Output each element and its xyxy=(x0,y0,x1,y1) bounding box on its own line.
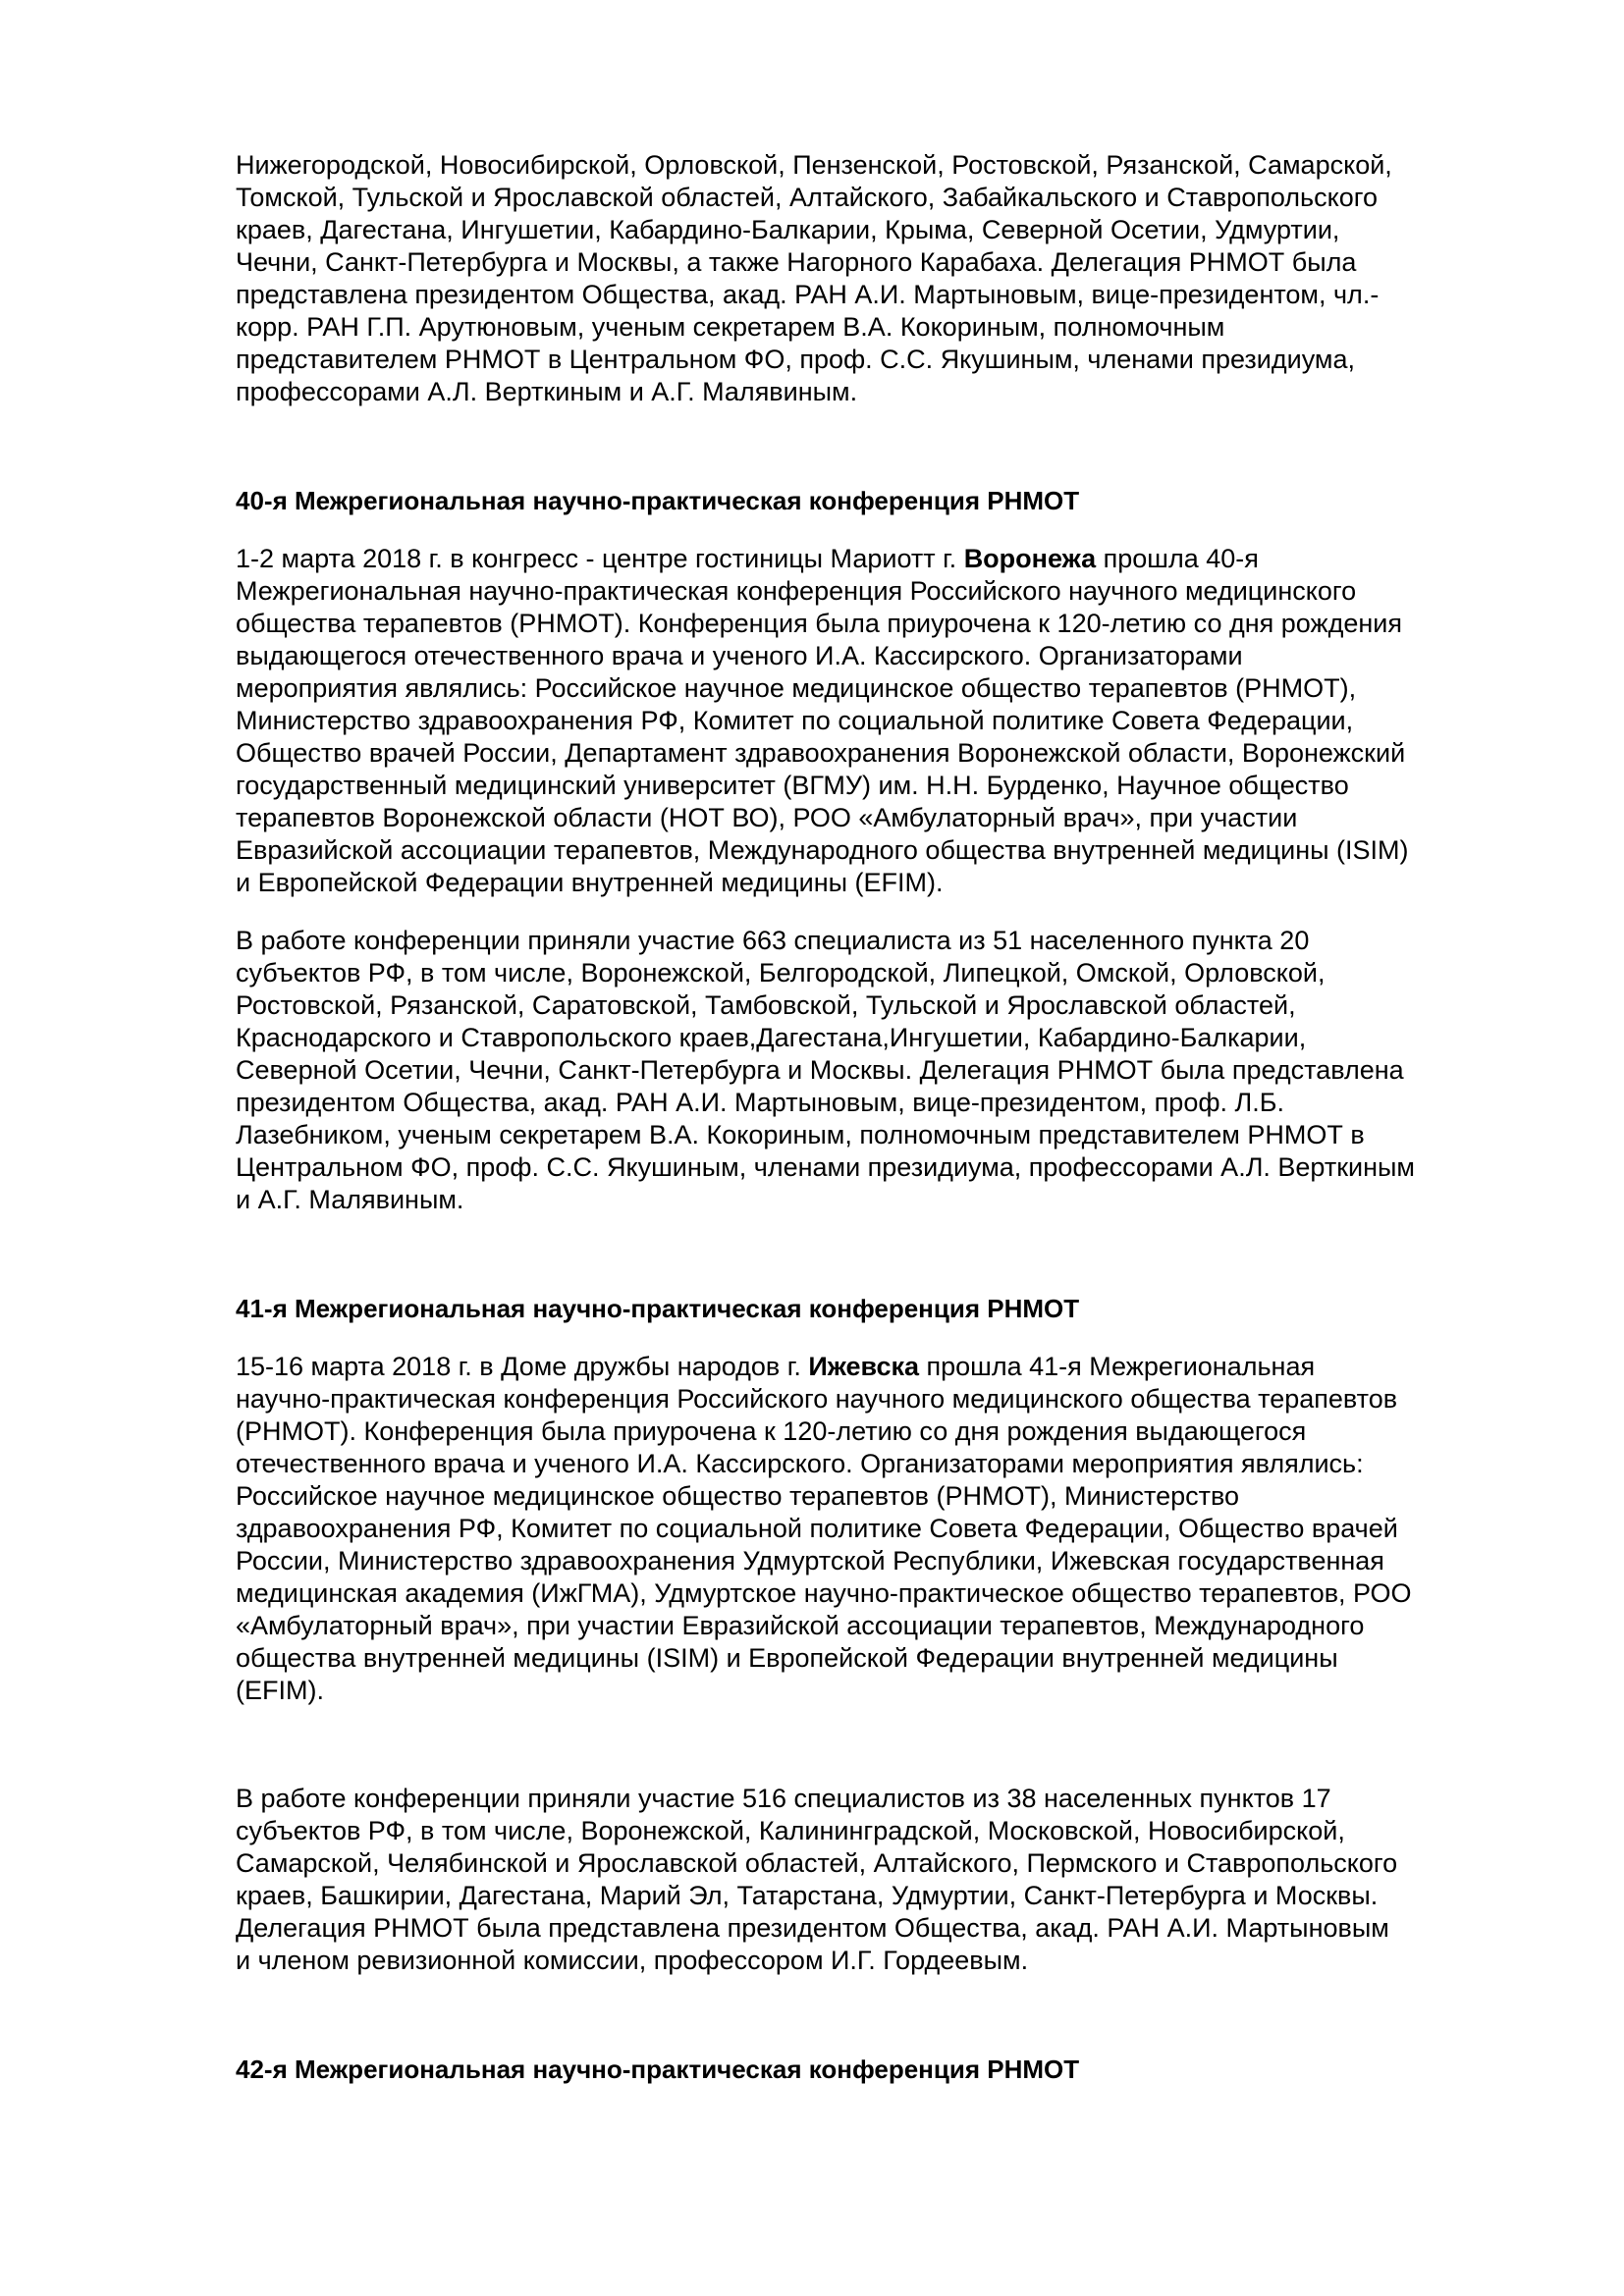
document-page xyxy=(236,149,1542,2086)
conference-42-heading: 42-я Межрегиональная научно-практическая конференция РНМОТ xyxy=(236,2055,1080,2084)
conference-41-heading: 41-я Межрегиональная научно-практическая конференция РНМОТ xyxy=(236,1294,1080,1323)
conference-40-paragraph-1 xyxy=(236,543,1542,899)
conference-40-heading: 40-я Межрегиональная научно-практическая конференция РНМОТ xyxy=(236,486,1080,515)
conference-41-city: Ижевска xyxy=(808,1352,920,1381)
conference-41-paragraph-1 xyxy=(236,1351,1542,1707)
conference-40-paragraph-2: В работе конференции приняли участие 663 специалиста из 51 населенного пункта 20 субъектов РФ, в том числе, Воронежской, Белгородской, Липецкой, Омской, Орловской, Ростовской, Рязанской, Саратовской, Тамбовской, Тульской и Ярославской областей, Краснодарского и Ставропольского краев,Дагестана,Ингушетии, Кабардино-Балкарии, Северной Осетии, Чечни, Санкт-Петербурга и Москвы. Делегация РНМОТ была представлена президентом Общества, акад. РАН А.И. Мартыновым, вице-президентом, проф. Л.Б. Лазебником, ученым секретарем В.А. Кокориным, полномочным представителем РНМОТ в Центральном ФО, проф. С.С. Якушиным, членами президиума, профессорами А.Л. Верткиным и А.Г. Малявиным. xyxy=(236,926,1415,1214)
intro-paragraph: Нижегородской, Новосибирской, Орловской, Пензенской, Ростовской, Рязанской, Самарской, Томской, Тульской и Ярославской областей, Алтайского, Забайкальского и Ставропольского краев, Дагестана, Ингушетии, Кабардино-Балкарии, Крыма, Северной Осетии, Удмуртии, Чечни, Санкт-Петербурга и Москвы, а также Нагорного Карабаха. Делегация РНМОТ была представлена президентом Общества, акад. РАН А.И. Мартыновым, вице-президентом, чл.- корр. РАН Г.П. Арутюновым, ученым секретарем В.А. Кокориным, полномочным представителем РНМОТ в Центральном ФО, проф. С.С. Якушиным, членами президиума, профессорами А.Л. Верткиным и А.Г. Малявиным. xyxy=(236,150,1392,406)
conference-41-p1-rest: прошла 41-я Межрегиональная научно-практическая конференция Российского научного медицинского общества терапевтов (РНМОТ). Конференция была приурочена к 120-летию со дня рождения выдающегося отечественного врача и ученого И.А. Кассирского. Организаторами мероприятия являлись: Российское научное медицинское общество терапевтов (РНМОТ), Министерство здравоохранения РФ, Комитет по социальной политике Совета Федерации, Общество врачей России, Министерство здравоохранения Удмуртской Республики, Ижевская государственная медицинская академия (ИжГМА), Удмуртское научно-практическое общество терапевтов, РОО «Амбулаторный врач», при участии Евразийской ассоциации терапевтов, Международного общества внутренней медицины (ISIM) и Европейской Федерации внутренней медицины (EFIM). xyxy=(236,1352,1412,1705)
conference-40-city: Воронежа xyxy=(963,544,1097,573)
conference-40-p1-lead: 1-2 марта 2018 г. в конгресс - центре гостиницы Мариотт г. xyxy=(236,544,964,573)
conference-41-paragraph-2: В работе конференции приняли участие 516 специалистов из 38 населенных пунктов 17 субъектов РФ, в том числе, Воронежской, Калининградской, Московской, Новосибирской, Самарской, Челябинской и Ярославской областей, Алтайского, Пермского и Ставропольского краев, Башкирии, Дагестана, Марий Эл, Татарстана, Удмуртии, Санкт-Петербурга и Москвы. Делегация РНМОТ была представлена президентом Общества, акад. РАН А.И. Мартыновым и членом ревизионной комиссии, профессором И.Г. Гордеевым. xyxy=(236,1784,1398,1975)
conference-41-p1-lead: 15-16 марта 2018 г. в Доме дружбы народов г. xyxy=(236,1352,809,1381)
conference-40-p1-rest: прошла 40-я Межрегиональная научно-практическая конференция Российского научного медицинского общества терапевтов (РНМОТ). Конференция была приурочена к 120-летию со дня рождения выдающегося отечественного врача и ученого И.А. Кассирского. Организаторами мероприятия являлись: Российское научное медицинское общество терапевтов (РНМОТ), Министерство здравоохранения РФ, Комитет по социальной политике Совета Федерации, Общество врачей России, Департамент здравоохранения Воронежской области, Воронежский государственный медицинский университет (ВГМУ) им. Н.Н. Бурденко, Научное общество терапевтов Воронежской области (НОТ ВО), РОО «Амбулаторный врач», при участии Евразийской ассоциации терапевтов, Международного общества внутренней медицины (ISIM) и Европейской Федерации внутренней медицины (EFIM). xyxy=(236,544,1409,897)
